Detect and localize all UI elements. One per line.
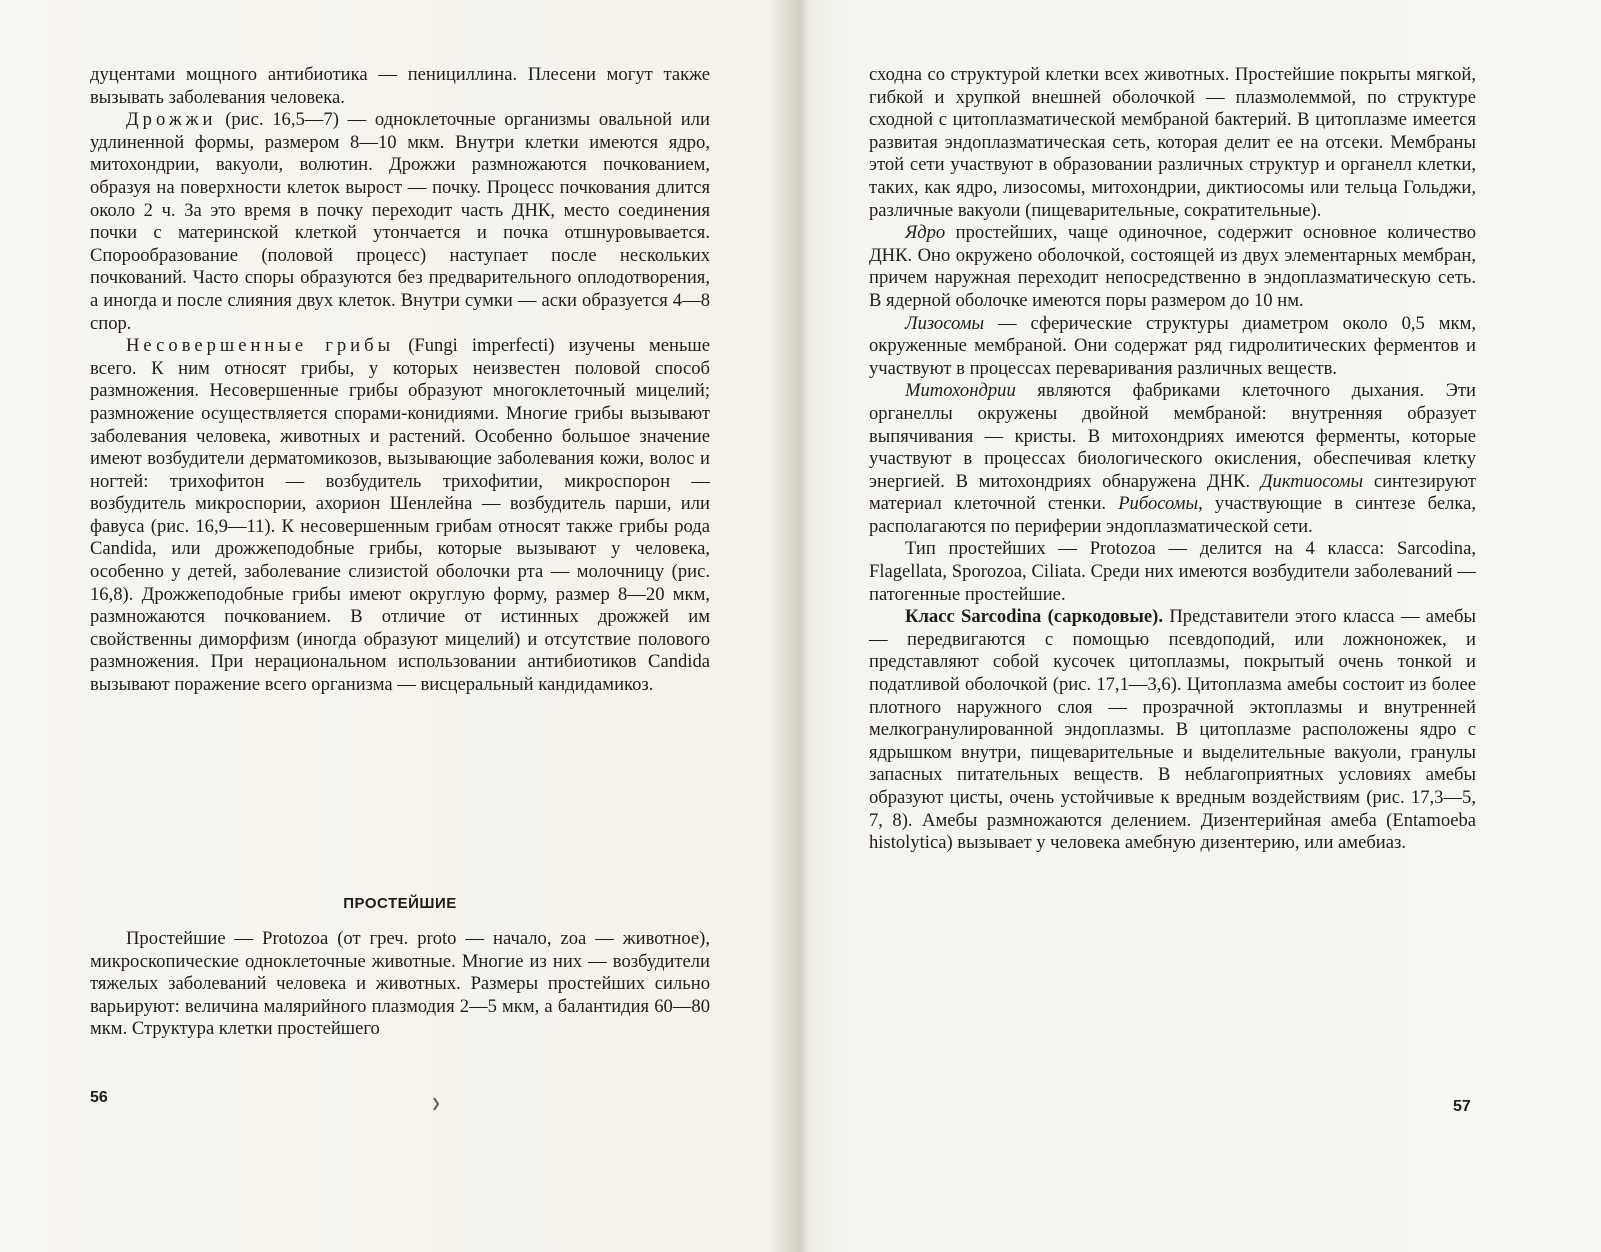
text-sarcodina: Представители этого класса — амебы — передвигаются с помощью псевдоподий, или ложноножек, и представляют собой кусочек цитоплазмы, покрытый очень тонкой и податливой оболочкой (рис. 17,1—3,6). Цитоплазма амебы состоит из более плотного наружного слоя — прозрачной эктоплазмы и внутренней мелкогранулированной эндоплазмы. В цитоплазме расположены ядро с ядрышком внутри, пищеварительные и выделительные вакуоли, гранулы запасных питательных веществ. В неблагоприятных условиях амебы образуют цисты, очень устойчивые к вредным воздействиям (рис. 17,3—5, 7, 8). Амебы размножаются делением. Дизентерийная амеба (Entamoeba histolytica) вызывает у человека амебную дизентерию, или амебиаз. — [869, 606, 1476, 854]
text-nucleus: простейших, чаще одиночное, содержит основное количество ДНК. Оно окружено оболочкой, состоящей из двух элементарных мембран, причем наружная переходит непосредственно в эндоплазматическую сеть. В ядерной оболочке имеются поры размером до 10 нм. — [869, 222, 1476, 311]
term-dictyosomes: Диктиосомы — [1260, 470, 1364, 492]
term-ribosomes: Рибосомы, — [1118, 493, 1203, 515]
paragraph-cell-structure: сходна со структурой клетки всех животных. Простейшие покрыты мягкой, гибкой и хрупкой внешней оболочкой — плазмолеммой, по структуре сходной с цитоплазматической мембраной бактерий. В цитоплазме имеется развитая эндоплазматическая сеть, которая делит ее на отсеки. Мембраны этой сети участвуют в образовании различных структур и органелл клетки, таких, как ядро, лизосомы, митохондрии, диктиосомы или тельца Гольджи, различные вакуоли (пищеварительные, сократительные). — [869, 64, 1476, 221]
section-heading-protozoa: ПРОСТЕЙШИЕ — [343, 895, 457, 912]
latin-fungi-imperfecti: (Fungi imperfecti) — [394, 335, 555, 357]
text-mitochondria: являются фабриками клеточного дыхания. Эти органеллы окружены двойной мембраной: внутренняя образует выпячивания — кристы. В митохондриях имеются ферменты, которые участвуют в процессах биологического окисления, обеспечивая клетку энергией. В митохондриях обнаружена ДНК. — [869, 380, 1476, 492]
page-number-right: 57 — [1453, 1098, 1471, 1115]
paragraph-imperfect-fungi — [90, 335, 710, 697]
right-page-body — [869, 64, 1476, 855]
paragraph-lysosomes — [869, 313, 1476, 381]
paragraph-molds: дуцентами мощного антибиотика — пенициллина. Плесени могут также вызывать заболевания человека. — [90, 64, 710, 108]
left-page-body — [90, 64, 710, 697]
text-dictyosomes: синтезируют материал клеточной стенки. — [869, 470, 1476, 515]
paragraph-sarcodina — [869, 606, 1476, 855]
page-number-left: 56 — [90, 1089, 108, 1106]
term-lysosomes: Лизосомы — [905, 312, 985, 334]
term-yeasts: Дрожжи — [126, 109, 217, 131]
paragraph-nucleus — [869, 222, 1476, 312]
left-page-body-2 — [90, 928, 710, 1041]
text-lysosomes: — сферические структуры диаметром около 0,5 мкм, окруженные мембраной. Они содержат ряд гидролитических ферментов и участвуют в процессах переваривания различных веществ. — [869, 312, 1476, 379]
text-imperfect-fungi: изучены меньше всего. К ним относят грибы, у которых неизвестен половой способ размножения. Несовершенные грибы образуют многоклеточный мицелий; размножение осуществляется спорами-конидиями. Многие грибы вызывают заболевания человека, животных и растений. Особенно большое значение имеют возбудители дерматомикозов, вызывающие заболевания кожи, волос и ногтей: трихофитон — возбудитель трихофитии, микроспорон — возбудитель микроспории, ахорион Шенлейна — возбудитель парши, или фавуса (рис. 16,9—11). К несовершенным грибам относят также грибы рода Candida, или дрожжеподобные грибы, которые вызывают у человека, особенно у детей, заболевание слизистой оболочки рта — молочницу (рис. 16,8). Дрожжеподобные грибы имеют округлую форму, размер 8—20 мкм, размножаются почкованием. В отличие от истинных дрожжей им свойственны диморфизм (иногда образуют мицелий) и отсутствие полового размножения. При нерациональном использовании антибиотиков Candida вызывают поражение всего организма — висцеральный кандидамикоз. — [90, 335, 710, 696]
term-imperfect-fungi: Несовершенные грибы — [126, 335, 395, 357]
right-page — [801, 0, 1601, 1252]
print-mark — [432, 1097, 440, 1111]
paragraph-protozoa-type: Тип простейших — Protozoa — делится на 4 класса: Sarcodina, Flagellata, Sporozoa, Ciliata. Среди них имеются возбудители заболеваний — патогенные простейшие. — [869, 538, 1476, 605]
term-sarcodina: Класс Sarcodina (саркодовые). — [905, 606, 1164, 628]
term-nucleus: Ядро — [905, 222, 946, 244]
left-page — [0, 0, 800, 1252]
text-ribosomes: участвующие в синтезе белка, располагаются по периферии эндоплазматической сети. — [869, 493, 1477, 537]
term-mitochondria: Митохондрии — [905, 380, 1016, 402]
paragraph-yeasts — [90, 109, 710, 335]
paragraph-mitochondria — [869, 380, 1476, 538]
text-yeasts: (рис. 16,5—7) — одноклеточные организмы овальной или удлиненной формы, размером 8—10 мкм. Внутри клетки имеются ядро, митохондрии, вакуоли, волютин. Дрожжи размножаются почкованием, образуя на поверхности клеток вырост — почку. Процесс почкования длится около 2 ч. За это время в почку переходит часть ДНК, место соединения почки с материнской клеткой утончается и почка отшнуровывается. Спорообразование (половой процесс) наступает после нескольких почкований. Часто споры образуются без предварительного оплодотворения, а иногда и после слияния двух клеток. Внутри сумки — аски образуется 4—8 спор. — [90, 109, 710, 334]
paragraph-protozoa-intro: Простейшие — Protozoa (от греч. proto — начало, zoa — животное), микроскопические одноклеточные животные. Многие из них — возбудители тяжелых заболеваний человека и животных. Размеры простейших сильно варьируют: величина малярийного плазмодия 2—5 мкм, а балантидия 60—80 мкм. Структура клетки простейшего — [90, 928, 710, 1040]
